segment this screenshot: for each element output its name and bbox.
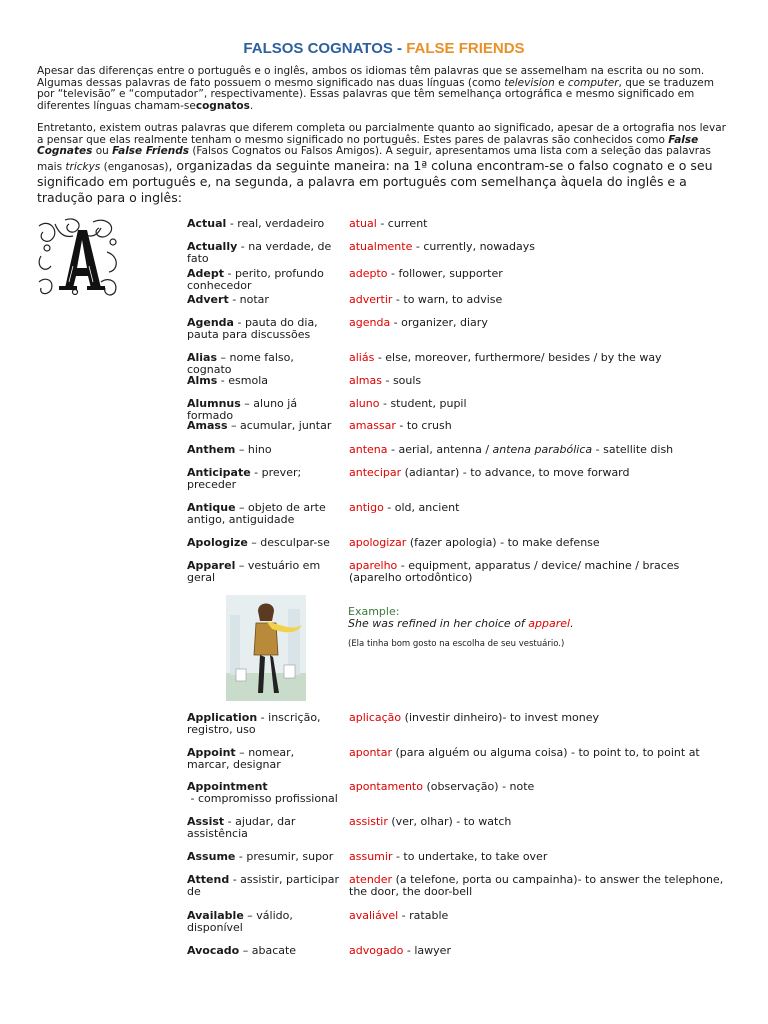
entry-translation: - else, moreover, furthermore/ besides / by the way (374, 351, 662, 364)
entry-translation-end: - satellite dish (592, 443, 674, 456)
entry-left (187, 712, 339, 736)
p2-text-a: Entretanto, existem outras palavras que diferem completa ou parcialmente quanto ao significado, apesar de a ortografia nos levar a pensar que elas realmente tenham o mesmo significado no português. Estes pares de palavras são conhecidos como (37, 122, 726, 146)
entry-sep: – (235, 501, 249, 514)
entry-portuguese: assumir (349, 850, 393, 863)
entry-right (349, 945, 734, 957)
entry-translation: - to undertake, to take over (392, 850, 548, 863)
entry-portuguese: assistir (349, 815, 388, 828)
entry-meaning: vestuário em geral (187, 559, 321, 584)
entry-left (187, 444, 339, 456)
entry-term: Alms (187, 374, 218, 387)
entry-translation: - to crush (395, 419, 452, 432)
entry-translation: (a telefone, porta ou campainha)- to answer the telephone, the door, the door-bell (349, 873, 727, 898)
title-portuguese: FALSOS COGNATOS (243, 40, 393, 57)
entry-translation: (adiantar) - to advance, to move forward (401, 466, 630, 479)
entry-right (349, 317, 734, 329)
entry-sep: – (227, 419, 240, 432)
entry-translation: (fazer apologia) - to make defense (406, 536, 600, 549)
entry-right (349, 467, 734, 479)
entry-translation: - current (376, 217, 428, 230)
entry-meaning: real, verdadeiro (237, 217, 325, 230)
entry-portuguese: antena (349, 443, 388, 456)
entry-sep: – (239, 944, 252, 957)
entry-translation: - old, ancient (383, 501, 460, 514)
entry-left (187, 375, 339, 387)
entry-translation: - equipment, apparatus / device/ machine / braces (aparelho ortodôntico) (349, 559, 683, 584)
entry-sep: - (217, 374, 229, 387)
entry-left (187, 467, 339, 491)
entry-left (187, 268, 339, 292)
title-english: FALSE FRIENDS (406, 40, 525, 57)
intro-paragraph-2 (37, 123, 732, 206)
entry-right (349, 712, 734, 724)
entry-translation: - organizer, diary (390, 316, 488, 329)
p2-ou: ou (92, 145, 113, 157)
p1-end: . (249, 99, 254, 112)
entry-sep: - (223, 267, 235, 280)
entry-term: Apparel (187, 559, 236, 572)
entry-portuguese: adepto (349, 267, 388, 280)
entry-sep: - (226, 217, 238, 230)
entry-portuguese: aparelho (349, 559, 398, 572)
entry-term: Alumnus (187, 397, 241, 410)
example-label: Example: (348, 605, 400, 618)
entry-right (349, 537, 734, 549)
entry-term: Anthem (187, 443, 236, 456)
entry-term: Actual (187, 217, 227, 230)
entry-meaning: desculpar-se (260, 536, 330, 549)
entry-sep: - (235, 850, 247, 863)
entry-right (349, 398, 734, 410)
p1-text-b: , que se traduzem por “televisão” e “computador”, respectivamente). Essas palavras que têm semelhança ortográfica e mesmo significado em diferentes línguas chamam-se (37, 76, 714, 112)
entry-right (349, 294, 734, 306)
entry-meaning: nomear, marcar, designar (187, 746, 295, 771)
entry-portuguese: antigo (349, 501, 384, 514)
entry-right (349, 851, 734, 863)
entry-left (187, 352, 339, 376)
entry-term: Antique (187, 501, 236, 514)
entry-portuguese: antecipar (349, 466, 402, 479)
entry-right (349, 781, 734, 793)
entry-meaning: pauta do dia, pauta para discussões (187, 316, 318, 341)
entry-portuguese: advogado (349, 944, 404, 957)
fashion-woman-illustration (226, 595, 306, 701)
entry-meaning: ajudar, dar assistência (187, 815, 296, 840)
entry-right (349, 268, 734, 280)
entry-meaning: abacate (251, 944, 297, 957)
entry-translation: - student, pupil (379, 397, 467, 410)
entry-portuguese: atual (349, 217, 377, 230)
entry-sep: – (243, 909, 257, 922)
entry-portuguese: amassar (349, 419, 396, 432)
p2-text-c: (enganosas) (100, 160, 169, 173)
entry-sep: - (250, 466, 262, 479)
entry-right (349, 218, 734, 230)
entry-meaning: presumir, supor (246, 850, 334, 863)
entry-term: Attend (187, 873, 230, 886)
entry-meaning: notar (239, 293, 269, 306)
entry-meaning: nome falso, cognato (187, 351, 294, 376)
title-separator: - (392, 40, 407, 57)
entry-translation: - to warn, to advise (392, 293, 503, 306)
p2-text-large: , organizadas da seguinte maneira: na 1ª coluna encontram-se o falso cognato e o seu significado em português e, na segunda, a palavra em português com semelhança àquela do inglês e a tradução para o inglês: (37, 157, 713, 205)
entry-left (187, 502, 339, 526)
entry-translation-italic: antena parabólica (492, 443, 593, 456)
entry-sep: - (187, 792, 198, 805)
entry-sep: – (235, 559, 248, 572)
entry-translation: (investir dinheiro)- to invest money (401, 711, 600, 724)
entry-right (349, 874, 734, 898)
p1-television: television (504, 76, 555, 89)
example-block (348, 606, 748, 650)
entry-left (187, 537, 339, 549)
entry-term: Apologize (187, 536, 248, 549)
entry-meaning: esmola (228, 374, 269, 387)
entry-term: Anticipate (187, 466, 251, 479)
p1-and: e (554, 76, 568, 89)
entry-meaning: compromisso profissional (197, 792, 338, 805)
entry-term: Assist (187, 815, 225, 828)
entry-meaning: objeto de arte antigo, antiguidade (187, 501, 326, 526)
entry-term: Actually (187, 240, 238, 253)
entry-left (187, 218, 339, 230)
p2-false-cognates: False Cognates (37, 133, 699, 157)
entry-left (187, 910, 339, 934)
entry-term: Avocado (187, 944, 240, 957)
p2-text-b: (Falsos Cognatos ou Falsos Amigos). A seguir, apresentamos uma lista com a seleção das palavras mais (37, 145, 712, 173)
entry-meaning: prever; preceder (187, 466, 302, 491)
entry-right (349, 444, 734, 456)
entry-meaning: aluno já formado (187, 397, 298, 422)
p1-cognatos: cognatos (195, 99, 250, 112)
example-translation: (Ela tinha bom gosto na escolha de seu vestuário.) (348, 639, 565, 649)
intro-paragraph-1 (37, 66, 732, 112)
entry-translation: - follower, supporter (387, 267, 503, 280)
entry-sep: - (228, 293, 240, 306)
entry-sep: - (233, 316, 245, 329)
entry-right (349, 816, 734, 828)
example-sentence-highlight: apparel (528, 617, 571, 630)
entry-meaning: válido, disponível (187, 909, 293, 934)
entry-right (349, 747, 734, 759)
entry-term: Available (187, 909, 244, 922)
entry-translation: - currently, nowadays (412, 240, 535, 253)
entry-left (187, 781, 339, 805)
entry-term: Assume (187, 850, 236, 863)
entry-translation: - ratable (398, 909, 449, 922)
decorated-letter-A-icon (35, 216, 121, 298)
entry-portuguese: apontar (349, 746, 393, 759)
entry-translation: (observação) - note (422, 780, 535, 793)
entry-meaning: acumular, juntar (240, 419, 332, 432)
entry-sep: – (235, 746, 249, 759)
entry-right (349, 910, 734, 922)
entry-left (187, 816, 339, 840)
p2-trickys: trickys (65, 160, 101, 173)
entry-left (187, 294, 339, 306)
entry-meaning: inscrição, registro, uso (187, 711, 321, 736)
entry-meaning: hino (247, 443, 272, 456)
entry-sep: - (224, 815, 236, 828)
entry-left (187, 317, 339, 341)
entry-meaning: assistir, participar de (187, 873, 340, 898)
page-title (0, 40, 768, 57)
entry-term: Agenda (187, 316, 234, 329)
entry-term: Advert (187, 293, 229, 306)
entry-translation: - souls (381, 374, 422, 387)
entry-portuguese: apontamento (349, 780, 423, 793)
entry-sep: – (240, 397, 254, 410)
entry-portuguese: atualmente (349, 240, 413, 253)
entry-left (187, 945, 339, 957)
entry-translation: (para alguém ou alguma coisa) - to point to, to point at (392, 746, 700, 759)
p2-false-friends: False Friends (112, 145, 189, 157)
entry-left (187, 560, 339, 584)
entry-term: Appoint (187, 746, 236, 759)
entry-portuguese: atender (349, 873, 393, 886)
entry-portuguese: aplicação (349, 711, 402, 724)
entry-term: Application (187, 711, 258, 724)
entry-portuguese: aluno (349, 397, 380, 410)
entry-term: Alias (187, 351, 218, 364)
entry-term: Appointment (187, 780, 268, 793)
entry-meaning: perito, profundo conhecedor (187, 267, 324, 292)
entry-translation: - lawyer (403, 944, 451, 957)
entry-right (349, 352, 734, 364)
entry-left (187, 747, 339, 771)
entry-term: Adept (187, 267, 224, 280)
example-sentence (348, 618, 748, 630)
entry-right (349, 420, 734, 432)
entry-portuguese: advertir (349, 293, 393, 306)
entry-meaning: na verdade, de fato (187, 240, 332, 265)
entry-sep: – (217, 351, 230, 364)
entry-portuguese: apologizar (349, 536, 407, 549)
entry-left (187, 874, 339, 898)
p1-text-a: Apesar das diferenças entre o português e o inglês, ambos os idiomas têm palavras que se assemelham na escrita ou no som. Algumas dessas palavras de fato possuem o mesmo significado nas duas línguas (como (37, 65, 705, 89)
entry-translation: - aerial, antenna / (387, 443, 493, 456)
entry-sep: - (237, 240, 249, 253)
entry-left (187, 851, 339, 863)
entry-left (187, 241, 339, 265)
p1-computer: computer (567, 76, 619, 89)
entry-right (349, 375, 734, 387)
entry-sep: – (235, 443, 248, 456)
entry-portuguese: aliás (349, 351, 375, 364)
entry-portuguese: agenda (349, 316, 391, 329)
entry-term: Amass (187, 419, 228, 432)
entry-translation: (ver, olhar) - to watch (387, 815, 512, 828)
entry-portuguese: almas (349, 374, 382, 387)
example-sentence-post: . (570, 617, 574, 630)
entry-right (349, 560, 734, 584)
entry-portuguese: avaliável (349, 909, 399, 922)
entry-left (187, 420, 339, 432)
entry-sep: - (257, 711, 269, 724)
entry-right (349, 241, 734, 253)
entry-sep: - (229, 873, 241, 886)
example-sentence-pre: She was refined in her choice of (348, 617, 529, 630)
entry-right (349, 502, 734, 514)
entry-sep: – (247, 536, 261, 549)
